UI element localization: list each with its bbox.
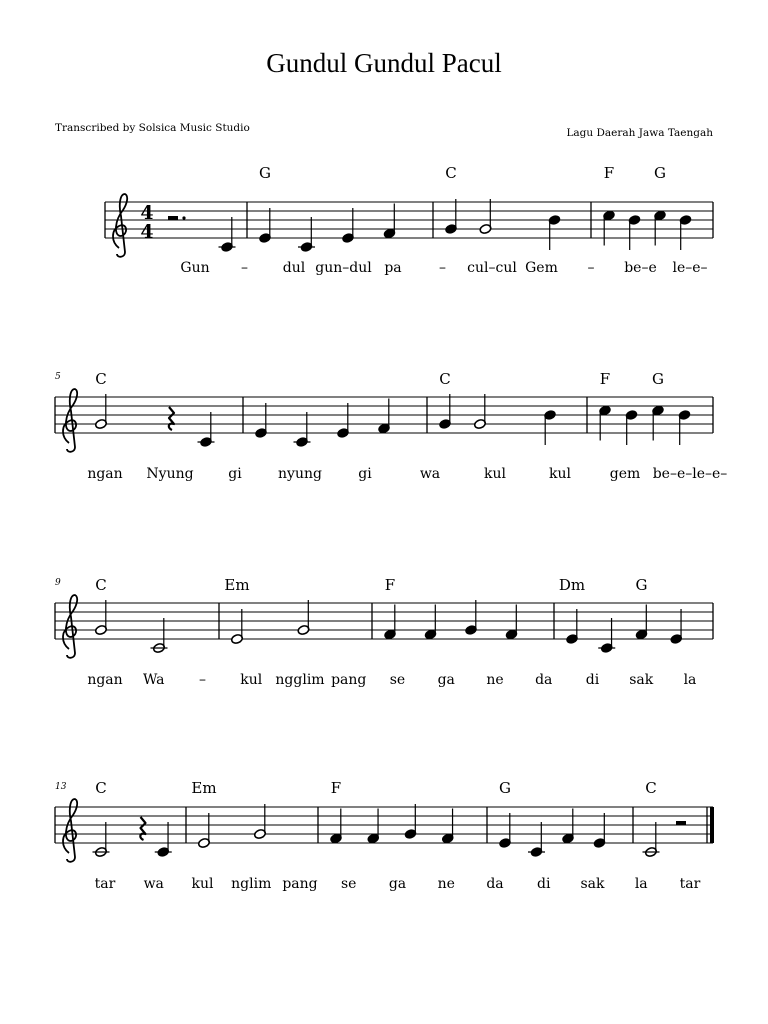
lyric-syllable: – <box>439 260 446 276</box>
chord-symbol: F <box>599 370 611 388</box>
lyric-syllable: be–e–le–e– <box>652 466 728 482</box>
chord-symbol: F <box>603 164 615 182</box>
lyric-syllable: Nyung <box>146 466 194 482</box>
time-signature-top: 4 <box>140 202 154 224</box>
chord-symbol: F <box>330 779 342 797</box>
treble-clef-shape-icon <box>63 595 77 658</box>
lyric-syllable: le–e– <box>672 260 708 276</box>
lyric-syllable: be–e <box>624 260 657 276</box>
chord-symbol: G <box>635 576 648 594</box>
measure-number: 9 <box>55 578 61 588</box>
music-systems <box>55 164 727 892</box>
chord-symbol: C <box>439 370 451 388</box>
lyric-syllable: di <box>537 876 551 892</box>
lyric-syllable: gi <box>228 466 242 482</box>
lyric-syllable: ga <box>388 876 407 892</box>
lyric-syllable: ngan <box>87 672 123 688</box>
chord-symbol: C <box>645 779 657 797</box>
lyric-syllable: kul <box>191 876 214 892</box>
treble-clef-shape-icon <box>63 799 77 862</box>
treble-clef-shape-icon <box>63 389 77 452</box>
lyric-syllable: se <box>341 876 357 892</box>
lyric-syllable: ngglim <box>275 672 325 688</box>
system-2 <box>55 370 727 482</box>
time-signature-bottom: 4 <box>140 221 154 243</box>
chord-symbol: Em <box>224 576 250 594</box>
lyric-syllable: gem <box>609 466 641 482</box>
lyric-syllable: – <box>241 260 248 276</box>
half-rest-icon <box>676 821 686 825</box>
chord-symbol: G <box>654 164 666 182</box>
system-3 <box>55 576 713 688</box>
chord-symbol: C <box>445 164 457 182</box>
final-thick-barline <box>710 807 714 843</box>
lyric-syllable: se <box>389 672 406 688</box>
chord-symbol: C <box>95 576 107 594</box>
chord-symbol: C <box>95 370 107 388</box>
lyric-syllable: wa <box>419 466 441 482</box>
lyric-syllable: – <box>587 260 595 276</box>
chord-symbol: G <box>499 779 511 797</box>
lyric-syllable: la <box>634 876 648 892</box>
lyric-syllable: cul–cul <box>467 260 517 276</box>
lyric-syllable: nglim <box>231 876 272 892</box>
lyric-syllable: tar <box>94 876 116 892</box>
quarter-rest-icon <box>140 817 145 840</box>
lyric-syllable: Gun <box>180 260 210 276</box>
augmentation-dot <box>182 216 185 219</box>
chord-symbol: G <box>259 164 271 182</box>
chord-symbol: Em <box>191 779 217 797</box>
lyric-syllable: nyung <box>278 466 322 482</box>
lyric-syllable: kul <box>240 672 263 688</box>
quarter-rest-icon <box>169 407 174 430</box>
lyric-syllable: kul <box>484 466 506 482</box>
lyric-syllable: da <box>535 672 553 688</box>
lyric-syllable: pang <box>282 876 318 892</box>
chord-symbol: Dm <box>558 576 586 594</box>
treble-clef-shape-icon <box>113 194 127 257</box>
lyric-syllable: dul <box>282 260 306 276</box>
lyric-syllable: kul <box>549 466 571 482</box>
lyric-syllable: pang <box>331 672 367 688</box>
lyric-syllable: ga <box>437 672 455 688</box>
lyric-syllable: da <box>486 876 504 892</box>
measure-number: 5 <box>55 372 61 382</box>
system-1 <box>105 164 713 276</box>
lyric-syllable: sak <box>629 672 654 688</box>
lyric-syllable: la <box>683 672 697 688</box>
lyric-syllable: wa <box>143 876 164 892</box>
lyric-syllable: pa <box>384 260 402 276</box>
composer-credit: Lagu Daerah Jawa Taengah <box>566 127 713 139</box>
lyric-syllable: ne <box>437 876 455 892</box>
transcriber-credit: Transcribed by Solsica Music Studio <box>55 122 250 134</box>
lyric-syllable: ne <box>486 672 504 688</box>
chord-symbol: C <box>95 779 107 797</box>
lyric-syllable: di <box>585 672 600 688</box>
system-4 <box>55 779 714 892</box>
lyric-syllable: – <box>199 672 206 688</box>
chord-symbol: F <box>384 576 396 594</box>
lyric-syllable: ngan <box>87 466 123 482</box>
lyric-syllable: gi <box>358 466 372 482</box>
lyric-syllable: sak <box>580 876 605 892</box>
song-title: Gundul Gundul Pacul <box>266 48 502 78</box>
measure-number: 13 <box>55 782 67 792</box>
half-rest-icon <box>168 216 178 220</box>
lyric-syllable: Gem <box>525 260 558 276</box>
lyric-syllable: gun–dul <box>315 260 372 276</box>
lyric-syllable: tar <box>679 876 701 892</box>
chord-symbol: G <box>652 370 664 388</box>
lyric-syllable: Wa <box>142 672 165 688</box>
